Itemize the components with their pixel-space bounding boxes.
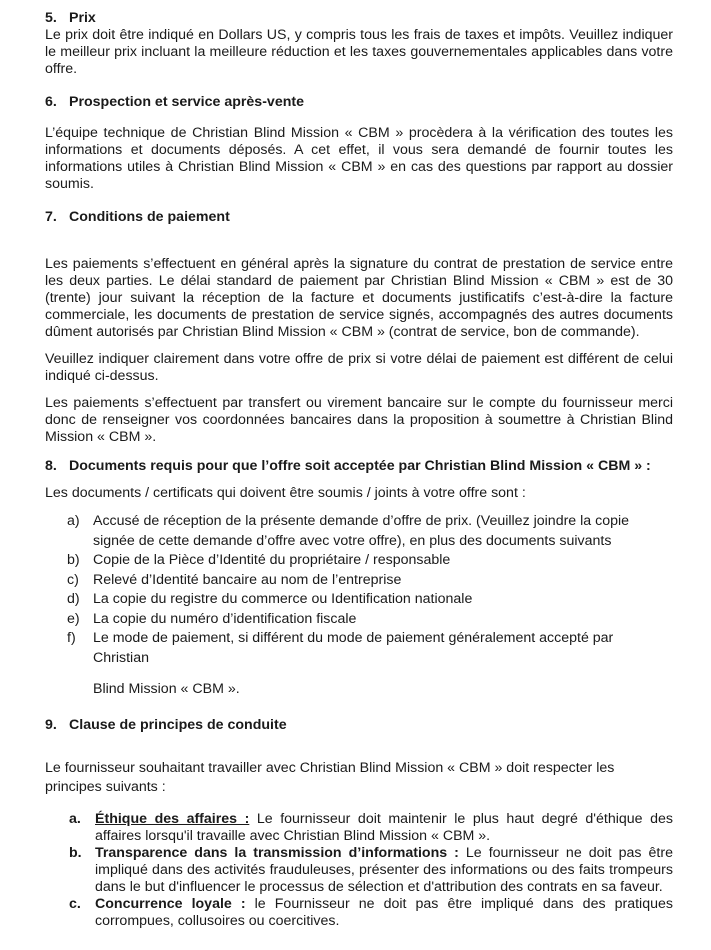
list-item bbox=[69, 845, 673, 896]
section-number: 8. bbox=[45, 458, 57, 474]
list-item-text: Relevé d’Identité bancaire au nom de l’entreprise bbox=[93, 571, 402, 588]
list-marker: c. bbox=[69, 896, 81, 912]
section-7-paragraph-3: Les paiements s’effectuent par transfert ou virement bancaire sur le compte du fournisseur merci donc de renseigner vos coordonnées bancaires dans la proposition à soumettre à Christian Blind Mission « CBM ». bbox=[45, 395, 673, 445]
section-number: 5. bbox=[45, 10, 57, 26]
list-marker: d) bbox=[67, 591, 80, 607]
list-item-text bbox=[95, 811, 673, 845]
section-title: Prix bbox=[69, 10, 96, 26]
section-5-heading bbox=[45, 10, 673, 27]
list-item bbox=[69, 896, 673, 930]
list-item-text: Accusé de réception de la présente demande d’offre de prix. (Veuillez joindre la copie signée de cette demande d’offre avec votre offre), en plus des documents suivants bbox=[93, 513, 630, 549]
list-item bbox=[67, 551, 673, 571]
list-marker: a. bbox=[69, 811, 81, 827]
section-number: 7. bbox=[45, 209, 57, 225]
section-6 bbox=[45, 94, 673, 193]
list-item bbox=[67, 512, 673, 551]
principle-text: le Fournisseur ne doit pas être impliqué dans des pratiques corrompues, collusoires ou coercitives. bbox=[95, 896, 673, 929]
list-marker: a) bbox=[67, 513, 80, 529]
list-item-text-line-2: Blind Mission « CBM ». bbox=[93, 681, 240, 697]
principle-label: Éthique des affaires : bbox=[95, 811, 250, 827]
section-number: 6. bbox=[45, 94, 57, 110]
section-9-heading bbox=[45, 717, 673, 734]
section-8 bbox=[45, 458, 673, 700]
list-marker: b. bbox=[69, 845, 82, 861]
list-item bbox=[69, 811, 673, 845]
principle-label: Transparence dans la transmission d’informations : bbox=[95, 845, 459, 861]
section-number: 9. bbox=[45, 717, 57, 733]
list-item-text bbox=[93, 629, 673, 700]
list-item-text-line-1: Le mode de paiement, si différent du mode de paiement généralement accepté par Christian bbox=[93, 630, 614, 666]
section-7-heading bbox=[45, 209, 673, 226]
principle-label: Concurrence loyale : bbox=[95, 896, 246, 912]
list-item-text bbox=[95, 896, 673, 930]
section-title: Clause de principes de conduite bbox=[69, 717, 287, 733]
list-item-text: La copie du registre du commerce ou Identification nationale bbox=[93, 591, 473, 607]
list-item bbox=[67, 629, 673, 700]
section-9-intro: Le fournisseur souhaitant travailler avec Christian Blind Mission « CBM » doit respecter les principes suivants : bbox=[45, 760, 615, 795]
section-7 bbox=[45, 209, 673, 446]
list-marker: f) bbox=[67, 630, 76, 646]
section-title: Documents requis pour que l’offre soit acceptée par Christian Blind Mission « CBM » : bbox=[69, 458, 651, 474]
section-7-paragraph-1: Les paiements s’effectuent en général après la signature du contrat de prestation de service entre les deux parties. Le délai standard de paiement par Christian Blind Mission « CBM » est de 30 (trente) jour suivant la réception de la facture et documents justificatifs c’est-à-dire la facture commerciale, les documents de prestation de service signés, accompagnés des autres documents dûment autorisés par Christian Blind Mission « CBM » (contrat de service, bon de commande). bbox=[45, 256, 673, 340]
list-marker: e) bbox=[67, 610, 80, 627]
section-8-intro: Les documents / certificats qui doivent être soumis / joints à votre offre sont : bbox=[45, 485, 526, 501]
section-title: Conditions de paiement bbox=[69, 209, 230, 225]
section-5-paragraph: Le prix doit être indiqué en Dollars US, y compris tous les frais de taxes et impôts. Veuillez indiquer le meilleur prix incluant la meilleure réduction et les taxes gouvernementales applicables dans votre offre. bbox=[45, 27, 673, 77]
section-6-heading bbox=[45, 94, 673, 111]
required-documents-list bbox=[67, 512, 673, 700]
principle-text: Le fournisseur ne doit pas être impliqué dans des activités frauduleuses, présenter des informations ou des faits trompeurs dans le but d'influencer le processus de sélection et d'attribution des contrats en sa faveur. bbox=[95, 845, 673, 895]
list-item-text: La copie du numéro d’identification fiscale bbox=[93, 610, 357, 627]
section-8-heading bbox=[45, 458, 673, 475]
section-7-paragraph-2: Veuillez indiquer clairement dans votre offre de prix si votre délai de paiement est différent de celui indiqué ci-dessus. bbox=[45, 351, 673, 384]
list-marker: b) bbox=[67, 552, 80, 568]
section-6-paragraph: L’équipe technique de Christian Blind Mission « CBM » procèdera à la vérification des toutes les informations et documents déposés. A cet effet, il vous sera demandé de fournir toutes les informations utiles à Christian Blind Mission « CBM » en cas des questions par rapport au dossier soumis. bbox=[45, 125, 673, 192]
section-9 bbox=[45, 717, 673, 930]
section-5 bbox=[45, 10, 673, 78]
list-item bbox=[67, 571, 673, 591]
principle-text: Le fournisseur doit maintenir le plus haut degré d'éthique des affaires lorsqu'il travaille avec Christian Blind Mission « CBM ». bbox=[95, 811, 673, 844]
list-item-text: Copie de la Pièce d’Identité du propriétaire / responsable bbox=[93, 552, 451, 568]
section-title: Prospection et service après-vente bbox=[69, 94, 304, 110]
list-item bbox=[67, 590, 673, 610]
list-marker: c) bbox=[67, 571, 79, 588]
principles-list bbox=[69, 811, 673, 930]
list-item-text bbox=[95, 845, 673, 896]
list-item bbox=[67, 610, 673, 630]
